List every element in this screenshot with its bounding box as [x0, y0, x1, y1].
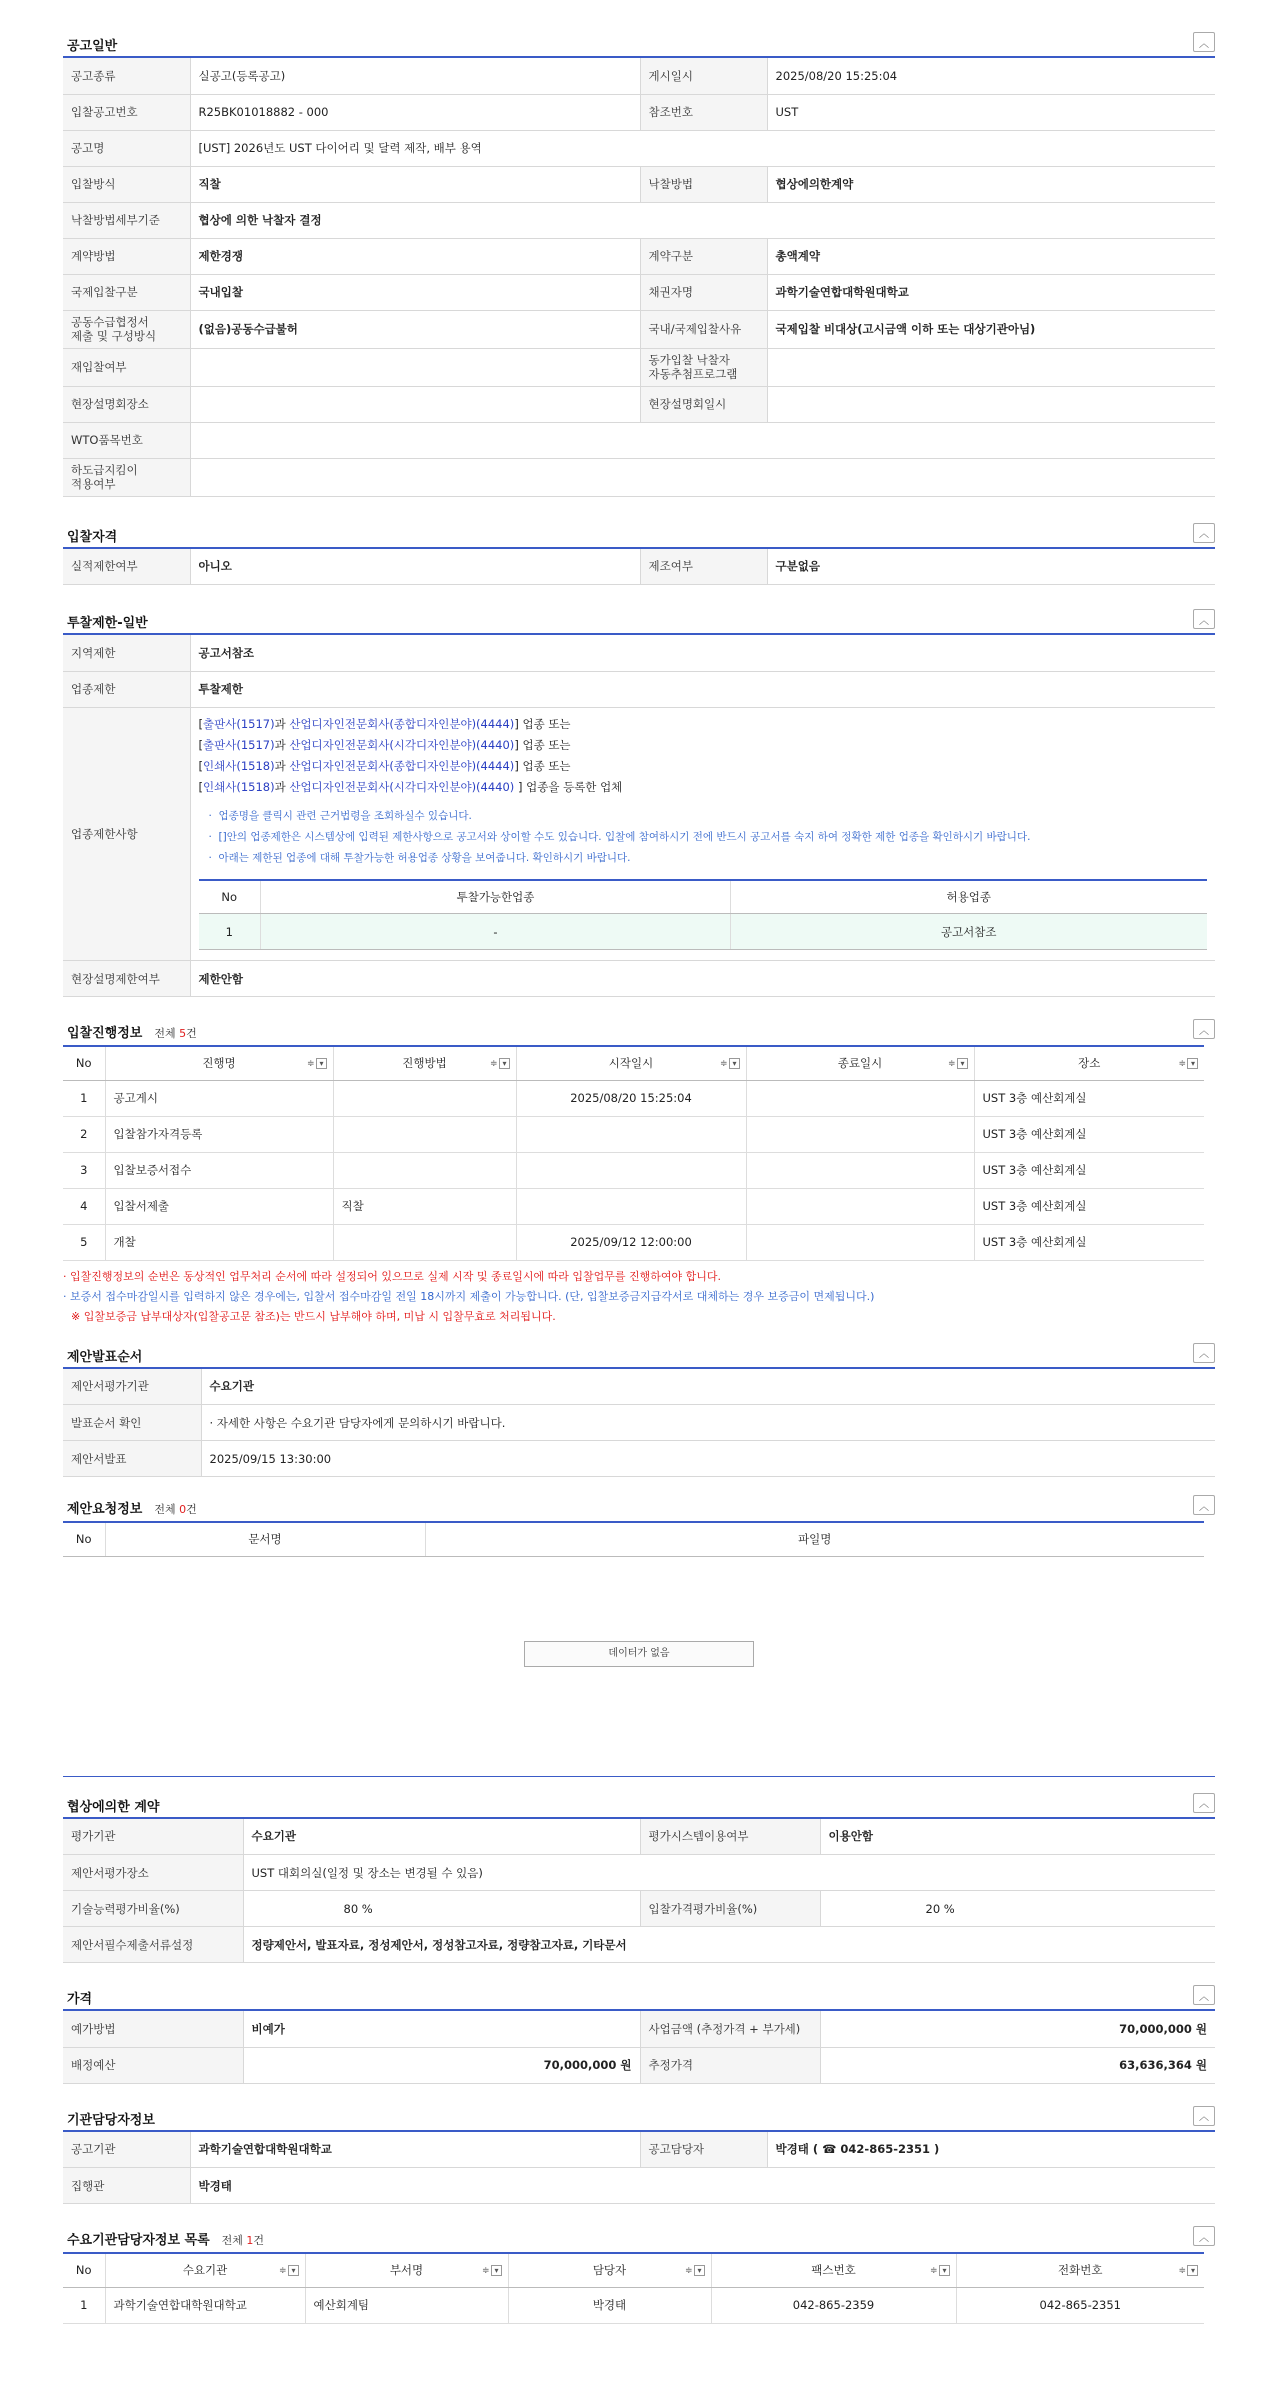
sort-icon[interactable]: ≑ ▾	[948, 1058, 968, 1069]
header-text: 전화번호	[1058, 2263, 1103, 2278]
section-title: 가격	[67, 1992, 93, 2007]
header-text: 장소	[1078, 1056, 1101, 1071]
field-label: 입찰가격평가비율(%)	[640, 1891, 820, 1927]
field-value: 박경태	[190, 2168, 1215, 2204]
field-value: 20 %	[820, 1891, 1215, 1927]
industry-link[interactable]: 산업디자인전문회사(종합디자인분야)(4444)	[289, 758, 515, 773]
cell: UST 3층 예산회계실	[974, 1188, 1204, 1224]
field-label: 업종제한	[63, 671, 190, 707]
industry-link[interactable]: 산업디자인전문회사(시각디자인분야)(4440)	[289, 737, 515, 752]
field-value: 2025/09/15 13:30:00	[201, 1441, 1215, 1477]
field-label: 발표순서 확인	[63, 1405, 201, 1441]
label-line: 공동수급협정서	[71, 315, 149, 329]
count-number: 0	[179, 1503, 187, 1516]
section-header-demand	[63, 2222, 1215, 2252]
cell: -	[261, 914, 731, 950]
cell: 박경태	[508, 2287, 711, 2323]
count-suffix: 건	[186, 1027, 197, 1040]
section-header-progress	[63, 1015, 1215, 1045]
field-value: 과학기술연합대학원대학교	[767, 274, 1215, 310]
field-value: 협상에 의한 낙찰자 결정	[190, 202, 1215, 238]
field-value: 실공고(등록공고)	[190, 58, 640, 94]
note-item: · 아래는 제한된 업종에 대해 투찰가능한 허용업종 상황을 보여줍니다. 확인하시기 바랍니다.	[208, 851, 631, 864]
note-item: · []안의 업종제한은 시스템상에 입력된 제한사항으로 공고서와 상이할 수도 있습니다. 입찰에 참여하시기 전에 반드시 공고서를 숙지 하여 정확한 제한 업종을 확인하시기 바랍니다.	[208, 830, 1031, 843]
note-text: 업종명을 클릭시 관련 근거법령을 조회하실수 있습니다.	[218, 809, 472, 822]
label-line: 동가입찰 낙찰자	[648, 353, 730, 367]
count-prefix: 전체	[154, 1503, 180, 1516]
field-value: 아니오	[190, 549, 640, 585]
field-label: 제조여부	[640, 549, 767, 585]
field-label: 제안서평가기관	[63, 1369, 201, 1405]
industry-link[interactable]: 인쇄사(1518)	[203, 779, 275, 794]
count-prefix: 전체	[221, 2234, 247, 2247]
suffix: ] 업종 또는	[514, 758, 571, 773]
allowed-industry-table	[199, 879, 1207, 951]
field-label: 예가방법	[63, 2011, 243, 2047]
cell	[516, 1188, 746, 1224]
section-title	[67, 2229, 264, 2248]
header-text: 종료일시	[837, 1056, 883, 1071]
field-label: 평가시스템이용여부	[640, 1819, 820, 1855]
table-row[interactable]	[63, 1116, 1204, 1152]
column-header: 문서명	[105, 1522, 425, 1556]
label-line: 자동추첨프로그램	[648, 367, 738, 381]
column-header[interactable]	[508, 2253, 711, 2287]
connector: 과	[274, 758, 290, 773]
field-label: 공고담당자	[640, 2132, 767, 2168]
field-label: 배정예산	[63, 2047, 243, 2083]
header-text: 진행방법	[402, 1056, 447, 1071]
field-label: 입찰공고번호	[63, 94, 190, 130]
sort-icon[interactable]: ≑ ▾	[307, 1058, 327, 1069]
field-value: 제한경쟁	[190, 238, 640, 274]
column-header[interactable]	[974, 1046, 1204, 1080]
field-value: 63,636,364 원	[820, 2047, 1215, 2083]
field-label: 제안서발표	[63, 1441, 201, 1477]
count-number: 1	[246, 2234, 254, 2247]
connector: 과	[274, 737, 290, 752]
field-label: 사업금액 (추정가격 + 부가세)	[640, 2011, 820, 2047]
chevron-up-icon[interactable]: ︿	[1193, 1495, 1215, 1515]
cell: 042-865-2359	[711, 2287, 956, 2323]
field-value: 정량제안서, 발표자료, 정성제안서, 정성참고자료, 정량참고자료, 기타문서	[243, 1927, 1215, 1963]
field-value: 박경태 ( ☎ 042-865-2351 )	[767, 2132, 1215, 2168]
field-value	[190, 458, 1215, 496]
sort-icon[interactable]: ≑ ▾	[490, 1058, 510, 1069]
field-label: 제안서평가장소	[63, 1855, 243, 1891]
field-value: 제한안함	[190, 961, 1215, 997]
note-text: · 입찰진행정보의 순번은 동상적인 업무처리 순서에 따라 설정되어 있으므로 실제 시작 및 종료일시에 따라 입찰업무를 진행하여야 합니다.	[63, 1269, 721, 1283]
cell	[333, 1116, 516, 1152]
industry-link[interactable]: 출판사(1517)	[203, 716, 275, 731]
section-header-general	[63, 28, 1215, 58]
cell: 입찰서제출	[105, 1188, 333, 1224]
table-row[interactable]	[63, 1152, 1204, 1188]
progress-notes	[63, 1267, 1215, 1327]
qualification-table	[63, 549, 1215, 586]
field-value: 국제입찰 비대상(고시금액 이하 또는 대상기관아님)	[767, 310, 1215, 348]
general-table	[63, 58, 1215, 497]
suffix: ] 업종 또는	[514, 716, 571, 731]
column-header[interactable]	[105, 1046, 333, 1080]
note-text: ※ 입찰보증금 납부대상자(입찰공고문 참조)는 반드시 납부해야 하며, 미납 시 입찰무효로 처리됩니다.	[71, 1309, 556, 1323]
agency-table	[63, 2132, 1215, 2205]
column-header[interactable]	[105, 2253, 305, 2287]
count-text	[222, 2234, 264, 2247]
title-text: 입찰진행정보	[67, 1026, 143, 1041]
cell	[333, 1224, 516, 1260]
note-text: · 보증서 접수마감일시를 입력하지 않은 경우에는, 입찰서 접수마감일 전일 18시까지 제출이 가능합니다. (단, 입찰보증금지급각서로 대체하는 경우 보증금이 면제됩니다.)	[63, 1289, 875, 1303]
field-label: 공고기관	[63, 2132, 190, 2168]
proposal-empty-area	[63, 1557, 1215, 1777]
cell: 4	[63, 1188, 105, 1224]
cell	[746, 1116, 974, 1152]
industry-restriction-detail	[190, 707, 1215, 961]
cell	[516, 1116, 746, 1152]
field-value: 2025/08/20 15:25:04	[767, 58, 1215, 94]
column-header: 허용업종	[731, 880, 1207, 914]
restriction-line: [출판사(1517)과 산업디자인전문회사(시각디자인분야)(4440)] 업종 또는	[198, 737, 571, 752]
field-label: WTO품목번호	[63, 422, 190, 458]
chevron-up-icon[interactable]: ︿	[1193, 523, 1215, 543]
field-value	[190, 386, 640, 422]
field-label: 채권자명	[640, 274, 767, 310]
section-header-negotiation	[63, 1789, 1215, 1819]
section-header-agency	[63, 2102, 1215, 2132]
field-value: (없음)공동수급불허	[190, 310, 640, 348]
field-label: 기술능력평가비율(%)	[63, 1891, 243, 1927]
industry-link[interactable]: 인쇄사(1518)	[203, 758, 275, 773]
section-title: 협상에의한 계약	[67, 1799, 160, 1815]
bid-notice-page	[63, 0, 1215, 2324]
sort-icon[interactable]: ≑ ▾	[1178, 2265, 1198, 2276]
chevron-up-icon[interactable]: ︿	[1193, 2106, 1215, 2126]
cell: 1	[63, 1080, 105, 1116]
column-header[interactable]	[516, 1046, 746, 1080]
cell: UST 3층 예산회계실	[974, 1224, 1204, 1260]
cell	[746, 1224, 974, 1260]
section-header-restriction	[63, 605, 1215, 635]
section-title: 공고일반	[67, 39, 118, 54]
field-value: 국내입찰	[190, 274, 640, 310]
field-value: 투찰제한	[190, 671, 1215, 707]
field-label: 공고명	[63, 130, 190, 166]
column-header: No	[63, 1046, 105, 1080]
cell: 공고서참조	[731, 914, 1207, 950]
field-value: 직찰	[190, 166, 640, 202]
cell: 2025/09/12 12:00:00	[516, 1224, 746, 1260]
count-number: 5	[179, 1027, 187, 1040]
cell	[333, 1080, 516, 1116]
sort-icon[interactable]: ≑ ▾	[279, 2265, 299, 2276]
suffix: ] 업종을 등록한 업체	[514, 779, 623, 794]
field-value: 수요기관	[243, 1819, 640, 1855]
chevron-up-icon[interactable]: ︿	[1193, 1019, 1215, 1039]
connector: 과	[274, 716, 290, 731]
table-row[interactable]	[63, 1224, 1204, 1260]
field-value: 수요기관	[201, 1369, 1215, 1405]
header-text: 담당자	[592, 2263, 627, 2278]
chevron-up-icon[interactable]: ︿	[1193, 2226, 1215, 2246]
sort-icon[interactable]: ≑ ▾	[930, 2265, 950, 2276]
field-label: 낙찰방법세부기준	[63, 202, 190, 238]
field-label: 국제입찰구분	[63, 274, 190, 310]
section-header-presentation	[63, 1339, 1215, 1369]
note-text: []안의 업종제한은 시스템상에 입력된 제한사항으로 공고서와 상이할 수도 있습니다. 입찰에 참여하시기 전에 반드시 공고서를 숙지 하여 정확한 제한 업종을 확인하시기 바랍니다.	[218, 830, 1031, 843]
field-value: 80 %	[243, 1891, 640, 1927]
header-text: 진행명	[202, 1056, 236, 1071]
field-label: 계약구분	[640, 238, 767, 274]
cell: UST 3층 예산회계실	[974, 1080, 1204, 1116]
sort-icon[interactable]: ≑ ▾	[482, 2265, 502, 2276]
cell	[746, 1080, 974, 1116]
count-suffix: 건	[253, 2234, 265, 2247]
count-suffix: 건	[186, 1503, 197, 1516]
column-header[interactable]	[746, 1046, 974, 1080]
cell: 예산회계팀	[305, 2287, 508, 2323]
cell: 042-865-2351	[956, 2287, 1204, 2323]
presentation-table	[63, 1369, 1215, 1478]
notice-name: [UST] 2026년도 UST 다이어리 및 달력 제작, 배부 용역	[190, 130, 1215, 166]
cell: 1	[63, 2287, 105, 2323]
field-label: 국내/국제입찰사유	[640, 310, 767, 348]
table-row[interactable]	[63, 1188, 1204, 1224]
restriction-lines	[199, 714, 1208, 798]
restriction-line: [인쇄사(1518)과 산업디자인전문회사(시각디자인분야)(4440) ] 업종을 등록한 업체	[198, 779, 623, 794]
restriction-table	[63, 635, 1215, 997]
header-text: 시작일시	[608, 1056, 654, 1071]
table-row[interactable]	[63, 2287, 1204, 2323]
cell: 5	[63, 1224, 105, 1260]
field-label	[63, 458, 190, 496]
field-value: 이용안함	[820, 1819, 1215, 1855]
count-prefix: 전체	[154, 1027, 180, 1040]
sort-icon[interactable]: ≑ ▾	[1178, 1058, 1198, 1069]
field-label: 현장설명제한여부	[63, 961, 190, 997]
field-label: 지역제한	[63, 635, 190, 671]
field-value	[190, 422, 1215, 458]
industry-link[interactable]: 산업디자인전문회사(종합디자인분야)(4444)	[289, 716, 515, 731]
column-header[interactable]	[333, 1046, 516, 1080]
field-value	[767, 348, 1215, 386]
section-title: 투찰제한-일반	[67, 616, 148, 631]
cell: 3	[63, 1152, 105, 1188]
industry-link[interactable]: 산업디자인전문회사(시각디자인분야)(4440)	[289, 779, 515, 794]
field-label: 평가기관	[63, 1819, 243, 1855]
section-title: 제안발표순서	[67, 1349, 143, 1365]
field-value: 총액계약	[767, 238, 1215, 274]
field-label: 실적제한여부	[63, 549, 190, 585]
cell: 2025/08/20 15:25:04	[516, 1080, 746, 1116]
cell: 공고게시	[105, 1080, 333, 1116]
field-value: 구분없음	[767, 549, 1215, 585]
proposal-table	[63, 1521, 1204, 1557]
field-value: · 자세한 사항은 수요기관 담당자에게 문의하시기 바랍니다.	[201, 1405, 1215, 1441]
cell: 1	[199, 914, 261, 950]
header-text: 팩스번호	[811, 2263, 856, 2278]
field-label: 재입찰여부	[63, 348, 190, 386]
field-label: 집행관	[63, 2168, 190, 2204]
cell: UST 3층 예산회계실	[974, 1152, 1204, 1188]
cell: 과학기술연합대학원대학교	[105, 2287, 305, 2323]
restriction-line: [출판사(1517)과 산업디자인전문회사(종합디자인분야)(4444)] 업종 또는	[198, 716, 571, 731]
field-value: 70,000,000 원	[243, 2047, 640, 2083]
empty-message: 데이터가 없음	[524, 1641, 754, 1667]
field-label	[63, 310, 190, 348]
field-value	[190, 348, 640, 386]
header-text: 수요기관	[182, 2263, 228, 2278]
cell	[333, 1152, 516, 1188]
section-title	[67, 1022, 197, 1041]
field-label: 낙찰방법	[640, 166, 767, 202]
cell: 입찰보증서접수	[105, 1152, 333, 1188]
column-header: 파일명	[425, 1522, 1204, 1556]
suffix: ] 업종 또는	[514, 737, 571, 752]
count-text	[154, 1027, 196, 1040]
note-text: 아래는 제한된 업종에 대해 투찰가능한 허용업종 상황을 보여줍니다. 확인하시기 바랍니다.	[218, 851, 631, 864]
section-title: 입찰자격	[67, 529, 118, 545]
column-header[interactable]	[711, 2253, 956, 2287]
field-label: 현장설명회일시	[640, 386, 767, 422]
chevron-up-icon[interactable]: ︿	[1193, 1343, 1215, 1363]
field-value: 공고서참조	[190, 635, 1215, 671]
label-line: 적용여부	[71, 477, 116, 491]
section-header-price	[63, 1981, 1215, 2011]
field-label: 공고종류	[63, 58, 190, 94]
negotiation-table	[63, 1819, 1215, 1964]
cell	[746, 1152, 974, 1188]
label-line: 하도급지킴이	[71, 463, 138, 477]
field-value: 비예가	[243, 2011, 640, 2047]
header-text: 부서명	[389, 2263, 424, 2278]
cell	[516, 1152, 746, 1188]
column-header: No	[63, 1522, 105, 1556]
column-header[interactable]	[305, 2253, 508, 2287]
chevron-up-icon[interactable]: ︿	[1193, 32, 1215, 52]
section-title: 기관담당자정보	[67, 2112, 155, 2128]
field-label	[640, 348, 767, 386]
field-label: 게시일시	[640, 58, 767, 94]
cell: 입찰참가자격등록	[105, 1116, 333, 1152]
chevron-up-icon[interactable]: ︿	[1193, 1985, 1215, 2005]
chevron-up-icon[interactable]: ︿	[1193, 1793, 1215, 1813]
column-header: 투찰가능한업종	[261, 880, 731, 914]
title-text: 수요기관담당자정보 목록	[67, 2233, 210, 2248]
field-label: 현장설명회장소	[63, 386, 190, 422]
sort-icon[interactable]: ≑ ▾	[685, 2265, 705, 2276]
industry-link[interactable]: 출판사(1517)	[203, 737, 275, 752]
note-item: · 업종명을 클릭시 관련 근거법령을 조회하실수 있습니다.	[208, 809, 472, 822]
title-text: 제안요청정보	[67, 1502, 143, 1517]
progress-table	[63, 1045, 1204, 1261]
field-label: 추정가격	[640, 2047, 820, 2083]
field-value: 협상에의한계약	[767, 166, 1215, 202]
table-row[interactable]	[63, 1080, 1204, 1116]
field-label: 입찰방식	[63, 166, 190, 202]
cell: UST 3층 예산회계실	[974, 1116, 1204, 1152]
cell: 직찰	[333, 1188, 516, 1224]
field-value: UST 대회의실(일정 및 장소는 변경될 수 있음)	[243, 1855, 1215, 1891]
section-header-qualification	[63, 519, 1215, 549]
field-value: R25BK01018882 - 000	[190, 94, 640, 130]
field-label: 참조번호	[640, 94, 767, 130]
field-value	[767, 386, 1215, 422]
connector: 과	[274, 779, 290, 794]
column-header[interactable]	[956, 2253, 1204, 2287]
demand-table	[63, 2252, 1204, 2324]
label-line: 제출 및 구성방식	[71, 329, 157, 343]
price-table	[63, 2011, 1215, 2084]
cell: 2	[63, 1116, 105, 1152]
cell	[746, 1188, 974, 1224]
restriction-line: [인쇄사(1518)과 산업디자인전문회사(종합디자인분야)(4444)] 업종 또는	[198, 758, 571, 773]
column-header: No	[63, 2253, 105, 2287]
field-label: 업종제한사항	[63, 707, 190, 961]
column-header: No	[199, 880, 261, 914]
field-label: 제안서필수제출서류설정	[63, 1927, 243, 1963]
sort-icon[interactable]: ≑ ▾	[720, 1058, 740, 1069]
field-value: UST	[767, 94, 1215, 130]
cell: 개찰	[105, 1224, 333, 1260]
table-row[interactable]	[199, 914, 1207, 950]
field-value: 70,000,000 원	[820, 2011, 1215, 2047]
chevron-up-icon[interactable]: ︿	[1193, 609, 1215, 629]
field-label: 계약방법	[63, 238, 190, 274]
section-title	[67, 1498, 197, 1517]
field-value: 과학기술연합대학원대학교	[190, 2132, 640, 2168]
restriction-notes	[199, 806, 1208, 869]
count-text	[154, 1503, 196, 1516]
section-header-proposal	[63, 1491, 1215, 1521]
